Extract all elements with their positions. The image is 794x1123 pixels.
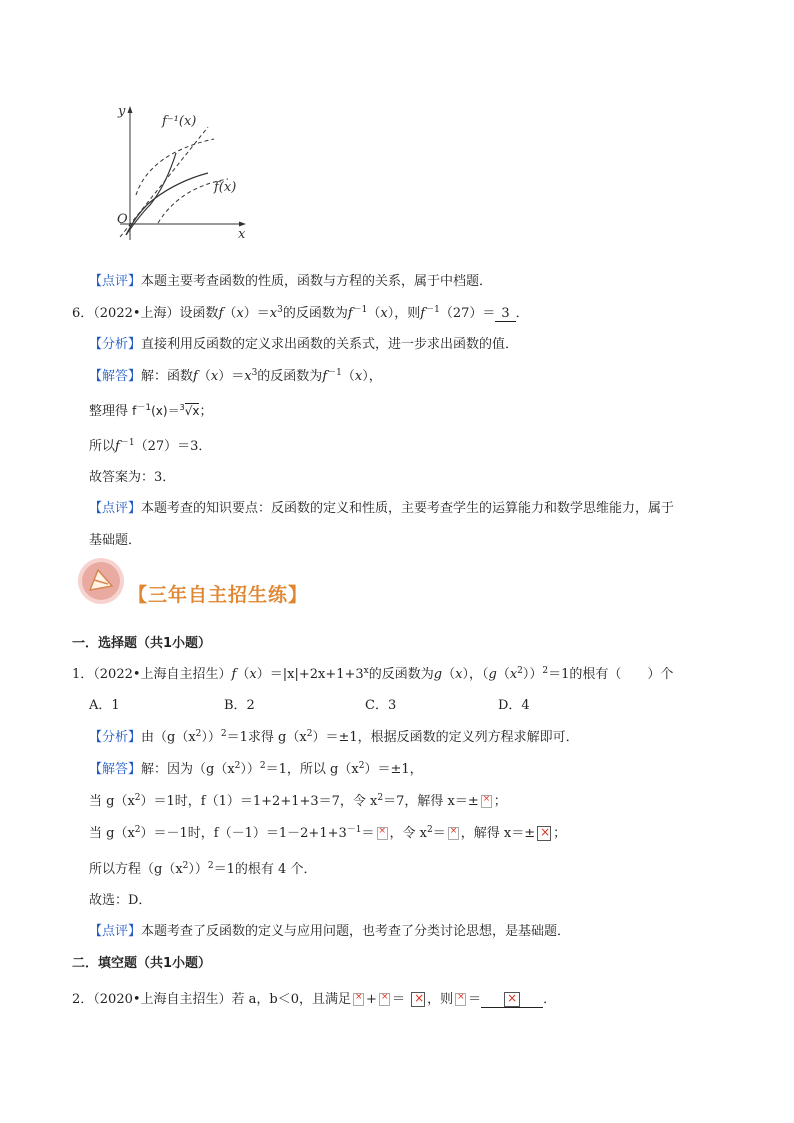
option-b: B．2 — [224, 698, 255, 713]
section-badge-icon — [76, 556, 126, 606]
q5-comment — [89, 270, 492, 289]
p1-solution-line1: 【解答】解：因为$(g(x^2))^2=1$，所以 $g(x^2)=\pm 1$， — [89, 761, 423, 777]
p2-stem: 2．（2020•上海自主招生）若 a，b＜0，且满足× +× ＝ × ，则× ＝× ． — [72, 988, 556, 1008]
q6-comment-line1: 【点评】本题考查的知识要点：反函数的定义和性质，主要考查学生的运算能力和数学思维能力，属于 — [89, 501, 675, 516]
broken-image-icon — [377, 827, 388, 840]
part1-heading: 一．选择题（共1小题） — [72, 636, 212, 651]
p1-solution-line3: 当 $g(x^2)=-1$时，$f(-1)=1-2+1+3^{-1}=\times$ ，令 $x^2=\times$ ，解得 x＝±× ； — [89, 822, 566, 841]
broken-image-icon — [455, 993, 466, 1006]
p1-solution-line4: 所以方程$(g(x^2))^2=1$的根有 4 个． — [89, 861, 317, 877]
section-title: 【三年自主招生练】 — [128, 584, 309, 606]
broken-image-icon — [379, 993, 390, 1006]
option-c: C．3 — [365, 698, 397, 713]
p1-analysis: 【分析】由$(g(x^2))^2=1$求得 $g(x^2)=\pm 1$，根据反函数的定义列方程求解即可． — [89, 729, 579, 745]
p1-solution-line2: 当 $g(x^2)=1$时，f（1）＝1+2+1+3＝7，令 $x^2=7$，解得 x＝±× ； — [89, 790, 507, 809]
p1-comment: 【点评】本题考查了反函数的定义与应用问题，也考查了分类讨论思想，是基础题． — [89, 924, 571, 939]
q6-comment-line2: 基础题． — [89, 533, 142, 548]
option-a: A．1 — [89, 698, 120, 713]
answer-blank — [481, 992, 543, 1008]
answer-blank: 3 — [495, 306, 515, 322]
q6-solution-line1: 【解答】解：函数$f(x)=x^3$的反函数为$f^{-1}(x)$， — [89, 368, 382, 384]
y-axis-label: y — [118, 104, 126, 119]
q6-stem: 6．（2022•上海）设函数$f(x)=x^3$的反函数为$f^{-1}(x)$，则$f^{-1}(27)= 3$ ． — [72, 305, 529, 321]
p1-choice: 故选：D． — [89, 893, 152, 908]
function-label: f(x) — [214, 180, 237, 195]
comment-text: 本题主要考查函数的性质，函数与方程的关系，属于中档题． — [141, 274, 493, 289]
comment-tag: 【点评】 — [89, 274, 142, 289]
q6-solution-line3: 所以$f^{-1}(27)=3$． — [89, 438, 212, 454]
broken-image-icon — [481, 795, 492, 808]
q6-analysis: 【分析】直接利用反函数的定义求出函数的关系式，进一步求出函数的值． — [89, 337, 519, 352]
p1-stem: 1．（2022•上海自主招生）$f(x)=|x|+2x+1+3^x$的反函数为g（x），$(g(x^2))^2=1$的根有（ ）个 — [72, 666, 674, 682]
function-graph — [90, 95, 260, 245]
dashed-curve-upper — [136, 139, 214, 195]
broken-image-icon — [411, 992, 425, 1007]
inverse-label: f⁻¹(x) — [162, 114, 197, 129]
origin-label: O — [117, 212, 128, 227]
broken-image-icon — [353, 993, 364, 1006]
option-d: D．4 — [498, 698, 530, 713]
broken-image-icon — [537, 826, 551, 841]
q6-solution-line2: 整理得 $f^{-1}(x)=^3√x$； — [89, 403, 213, 419]
function-curve — [126, 173, 208, 235]
x-axis-label: x — [238, 227, 246, 242]
broken-image-icon — [448, 827, 459, 840]
broken-image-icon — [504, 992, 520, 1007]
q6-answer-line: 故答案为：3． — [89, 470, 176, 485]
part2-heading: 二．填空题（共1小题） — [72, 956, 212, 971]
